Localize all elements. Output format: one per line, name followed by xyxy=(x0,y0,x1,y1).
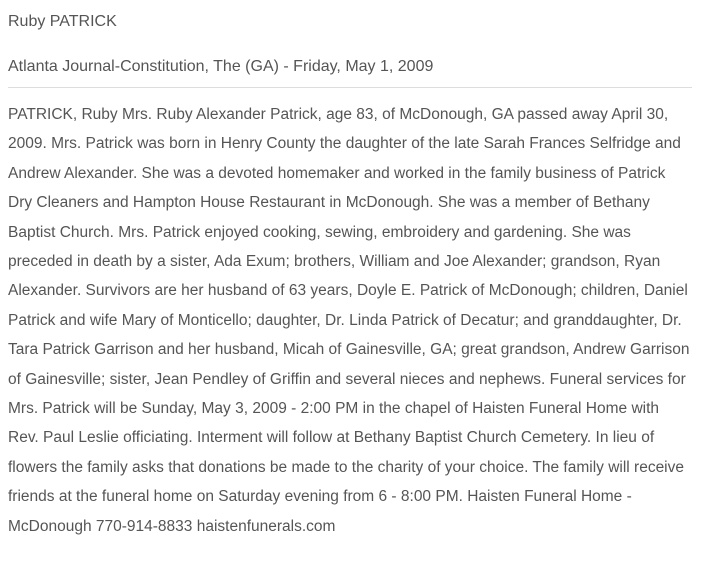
divider xyxy=(8,87,692,88)
obituary-source-line: Atlanta Journal-Constitution, The (GA) - Friday, May 1, 2009 xyxy=(8,58,434,75)
obituary-name: Ruby PATRICK xyxy=(8,13,117,30)
obituary-body: PATRICK, Ruby Mrs. Ruby Alexander Patrick, age 83, of McDonough, GA passed away April 30, 2009. Mrs. Patrick was born in Henry County the daughter of the late Sarah Frances Selfridge and Andrew Alexander. She was a devoted homemaker and worked in the family business of Patrick Dry Cleaners and Hampton House Restaurant in McDonough. She was a member of Bethany Baptist Church. Mrs. Patrick enjoyed cooking, sewing, embroidery and gardening. She was preceded in death by a sister, Ada Exum; brothers, William and Joe Alexander; grandson, Ryan Alexander. Survivors are her husband of 63 years, Doyle E. Patrick of McDonough; children, Daniel Patrick and wife Mary of Monticello; daughter, Dr. Linda Patrick of Decatur; and granddaughter, Dr. Tara Patrick Garrison and her husband, Micah of Gainesville, GA; great grandson, Andrew Garrison of Gainesville; sister, Jean Pendley of Griffin and several nieces and nephews. Funeral services for Mrs. Patrick will be Sunday, May 3, 2009 - 2:00 PM in the chapel of Haisten Funeral Home with Rev. Paul Leslie officiating. Interment will follow at Bethany Baptist Church Cemetery. In lieu of flowers the family asks that donations be made to the charity of your choice. The family will receive friends at the funeral home on Saturday evening from 6 - 8:00 PM. Haisten Funeral Home - McDonough 770-914-8833 haistenfunerals.com xyxy=(8,106,690,535)
